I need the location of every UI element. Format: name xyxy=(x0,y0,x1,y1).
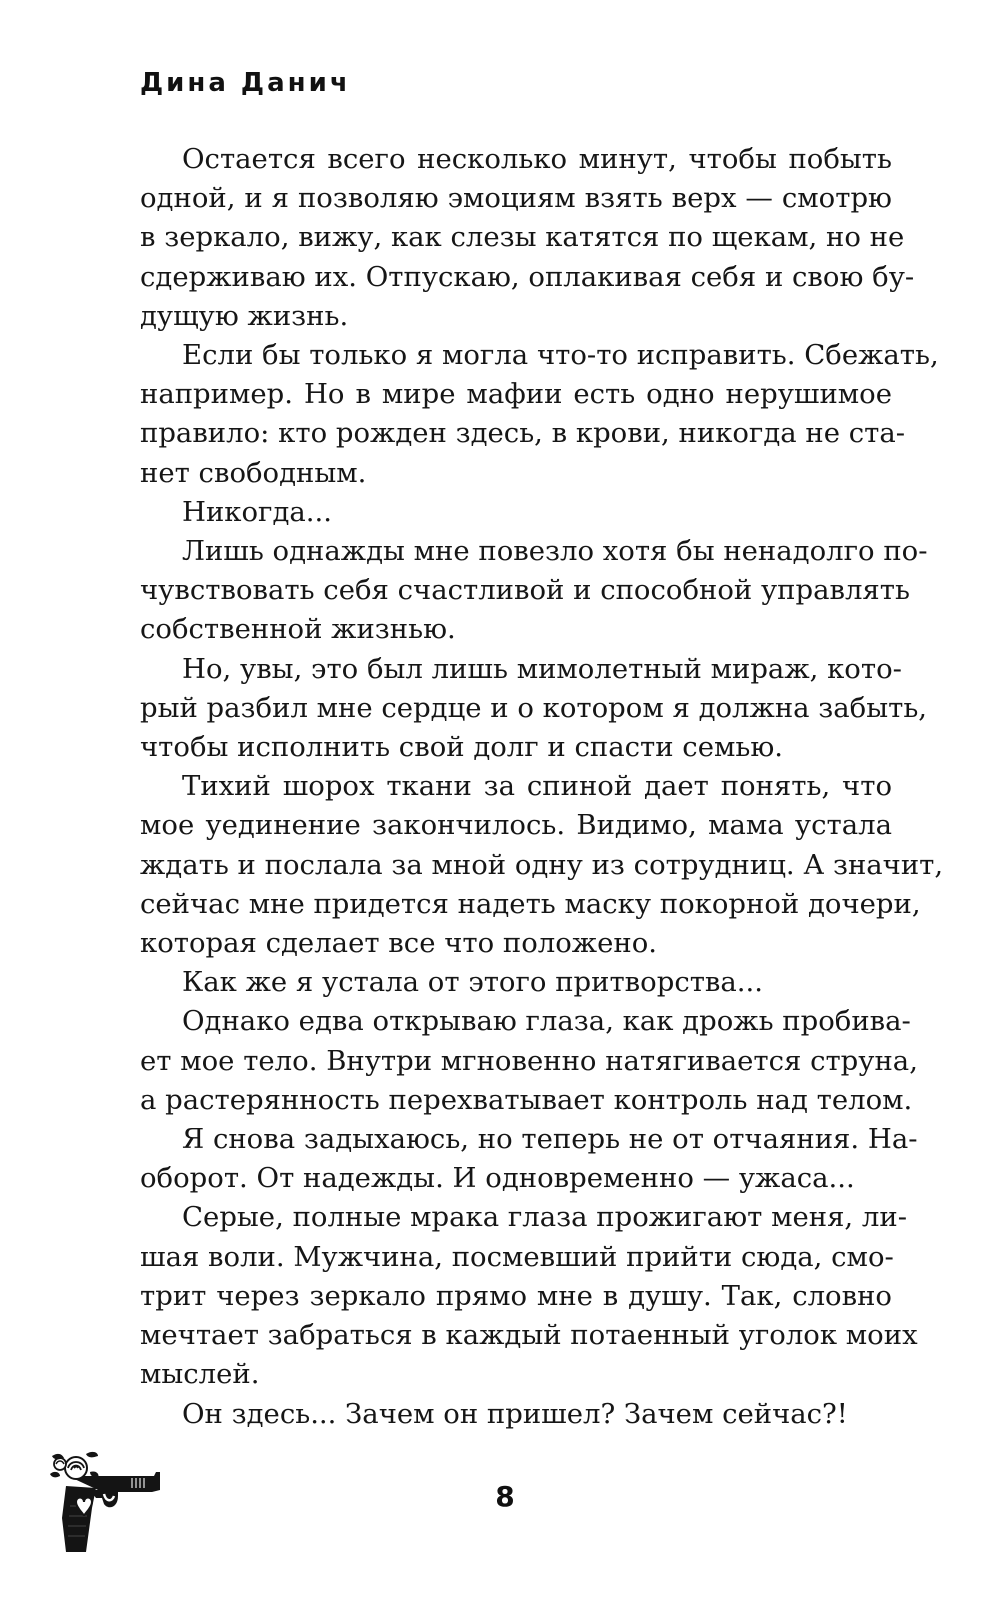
text-line: Как же я устала от этого притворства... xyxy=(182,966,764,999)
text-line: Серые, полные мрака глаза прожигают меня, ли- xyxy=(182,1201,908,1234)
text-line: мечтает забраться в каждый потаенный уголок моих xyxy=(140,1319,918,1352)
text-line: которая сделает все что положено. xyxy=(140,927,658,960)
text-line: Тихий шорох ткани за спиной дает понять, что xyxy=(182,770,892,803)
text-line: сейчас мне придется надеть маску покорной дочери, xyxy=(140,887,921,920)
text-line: Остается всего несколько минут, чтобы побыть xyxy=(182,143,892,175)
paragraph xyxy=(140,1395,892,1434)
text-line: ждать и послала за мной одну из сотрудниц. А значит, xyxy=(140,848,944,881)
paragraph xyxy=(140,532,928,650)
text-line: ет мое тело. Внутри мгновенно натягивается струна, xyxy=(140,1044,918,1077)
page-number: 8 xyxy=(495,1480,515,1513)
text-line: рый разбил мне сердце и о котором я должна забыть, xyxy=(140,691,928,724)
body-text xyxy=(140,140,944,1434)
paragraph xyxy=(140,963,892,1002)
text-line: Но, увы, это был лишь мимолетный мираж, кото- xyxy=(182,652,902,685)
text-line: чувствовать себя счастливой и способной управлять xyxy=(140,574,910,607)
text-line: Я снова задыхаюсь, но теперь не от отчаяния. На- xyxy=(182,1123,918,1156)
text-line: мыслей. xyxy=(140,1358,260,1391)
text-line: чтобы исполнить свой долг и спасти семью. xyxy=(140,731,784,764)
paragraph xyxy=(140,1002,918,1120)
text-line: Лишь однажды мне повезло хотя бы ненадолго по- xyxy=(182,535,928,568)
running-head-author: Дина Данич xyxy=(140,68,351,98)
text-line: Он здесь... Зачем он пришел? Зачем сейчас?! xyxy=(182,1397,848,1430)
text-line: Никогда... xyxy=(182,495,333,528)
paragraph xyxy=(140,140,915,336)
paragraph xyxy=(140,493,892,532)
text-line: правило: кто рожден здесь, в крови, никогда не ста- xyxy=(140,417,906,450)
text-line: нет свободным. xyxy=(140,456,367,489)
text-line: оборот. От надежды. И одновременно — ужаса... xyxy=(140,1162,855,1195)
text-line: Однако едва открываю глаза, как дрожь пробива- xyxy=(182,1005,911,1038)
text-line: собственной жизнью. xyxy=(140,613,456,646)
text-line: например. Но в мире мафии есть одно нерушимое xyxy=(140,378,892,411)
text-line: одной, и я позволяю эмоциям взять верх — смотрю xyxy=(140,182,892,215)
text-line: Если бы только я могла что-то исправить. Сбежать, xyxy=(182,339,939,372)
text-line: трит через зеркало прямо мне в душу. Так, словно xyxy=(140,1279,892,1312)
text-line: сдерживаю их. Отпускаю, оплакивая себя и свою бу- xyxy=(140,260,915,293)
paragraph xyxy=(140,336,939,493)
paragraph xyxy=(140,650,928,768)
text-line: в зеркало, вижу, как слезы катятся по щекам, но не xyxy=(140,221,905,254)
paragraph xyxy=(140,767,944,963)
text-line: а растерянность перехватывает контроль над телом. xyxy=(140,1083,913,1116)
paragraph xyxy=(140,1120,918,1198)
paragraph xyxy=(140,1198,918,1394)
pistol-with-rose-icon xyxy=(46,1446,162,1558)
text-line: мое уединение закончилось. Видимо, мама устала xyxy=(140,809,892,842)
text-line: шая воли. Мужчина, посмевший прийти сюда, смо- xyxy=(140,1240,894,1273)
text-line: дущую жизнь. xyxy=(140,299,349,332)
